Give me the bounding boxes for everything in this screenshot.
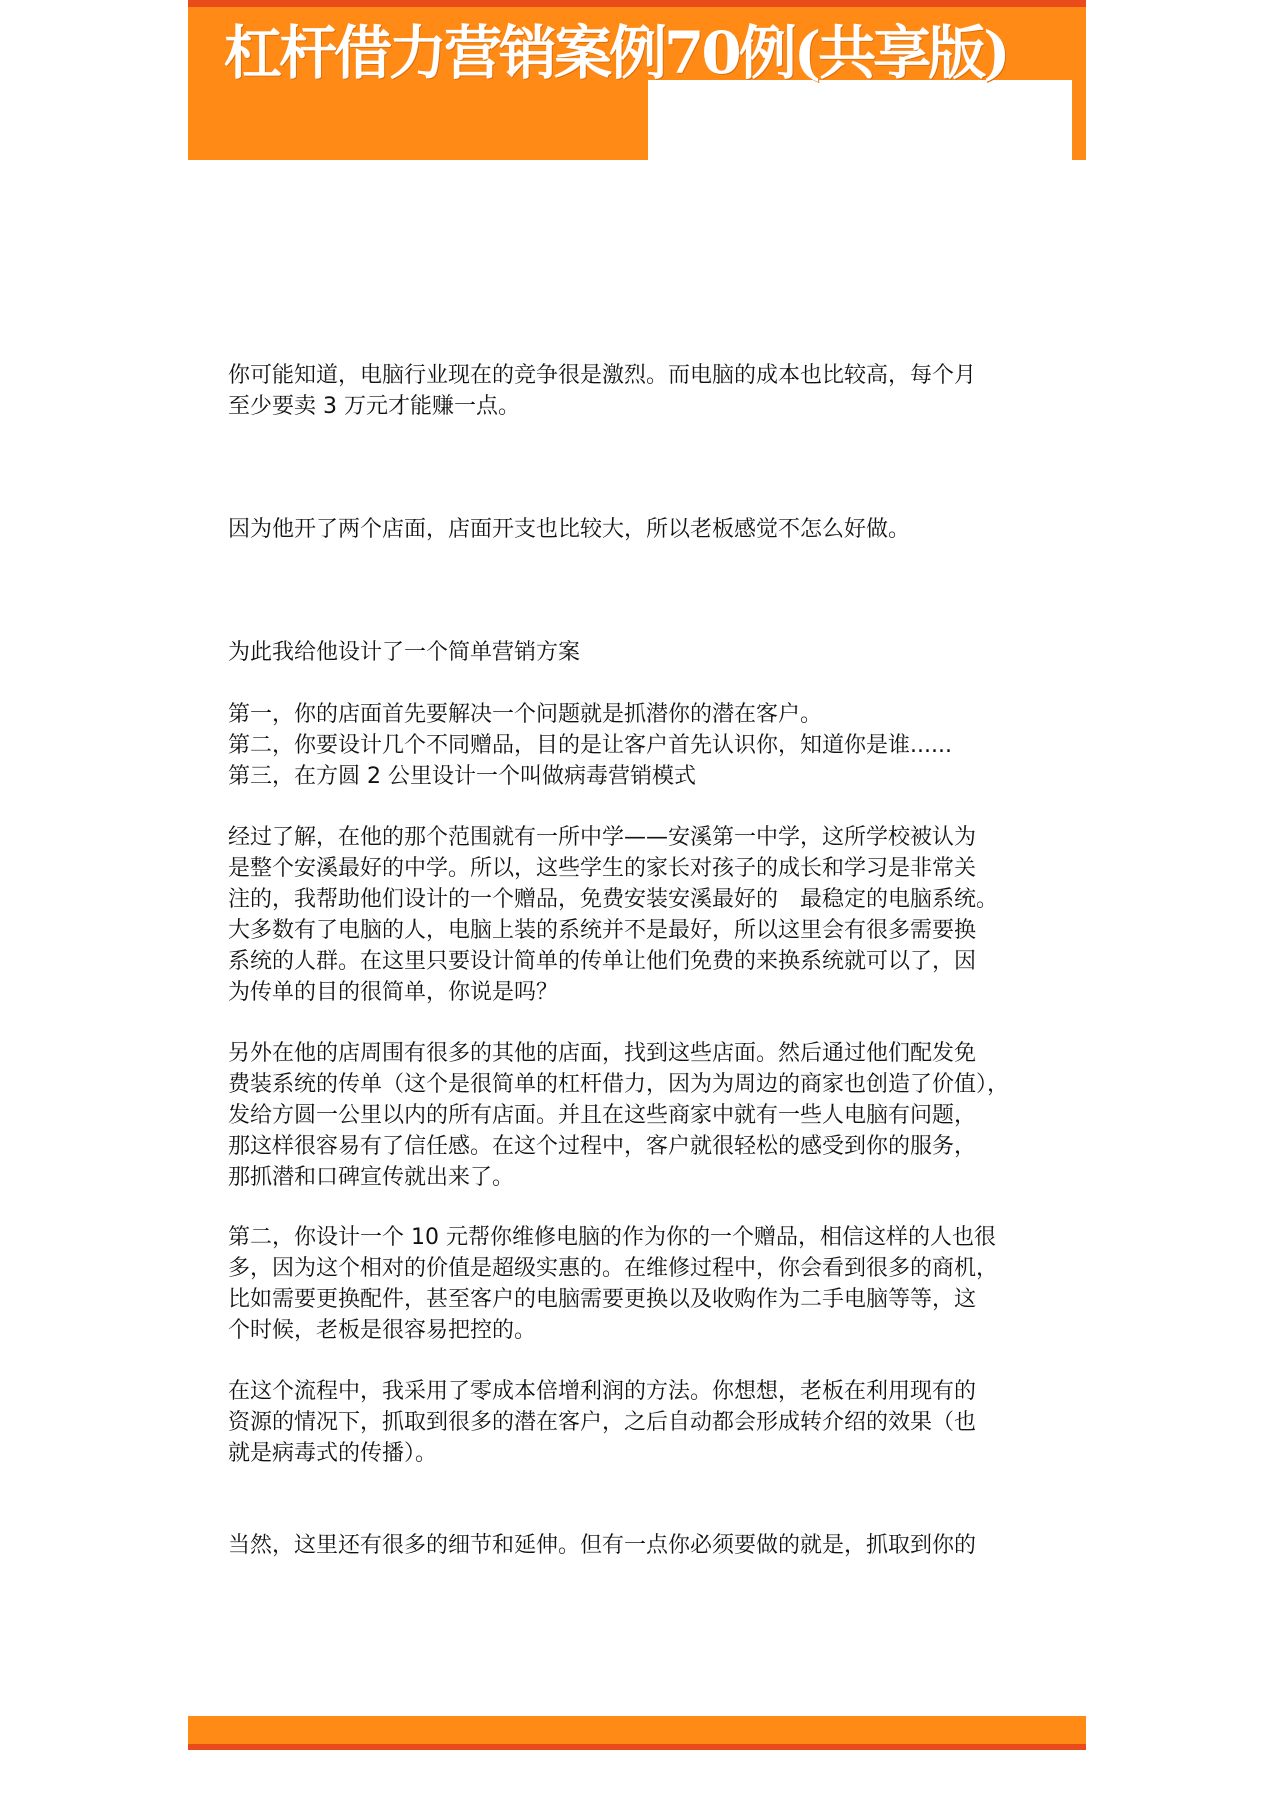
paragraph-9 — [228, 1530, 976, 1561]
footer-bottom-line — [188, 1744, 1086, 1750]
text-line: 注的，我帮助他们设计的一个赠品，免费安装安溪最好的 最稳定的电脑系统。 — [228, 887, 999, 912]
text-line: 资源的情况下，抓取到很多的潜在客户，之后自动都会形成转介绍的效果（也 — [228, 1410, 977, 1435]
text-line: 第二，你设计一个 10 元帮你维修电脑的作为你的一个赠品，相信这样的人也很 — [228, 1225, 996, 1250]
text-line: 至少要卖 3 万元才能赚一点。 — [228, 394, 520, 419]
text-line: 第三，在方圆 2 公里设计一个叫做病毒营销模式 — [228, 764, 696, 789]
text-line: 个时候，老板是很容易把控的。 — [228, 1318, 537, 1343]
text-line: 在这个流程中，我采用了零成本倍增利润的方法。你想想，老板在利用现有的 — [228, 1379, 977, 1404]
text-line: 那抓潜和口碑宣传就出来了。 — [228, 1165, 515, 1190]
text-line: 第一，你的店面首先要解决一个问题就是抓潜你的潜在客户。 — [228, 702, 823, 727]
text-line: 你可能知道，电脑行业现在的竞争很是激烈。而电脑的成本也比较高，每个月 — [228, 363, 977, 388]
text-line: 是整个安溪最好的中学。所以，这些学生的家长对孩子的成长和学习是非常关 — [228, 856, 977, 881]
text-line: 费装系统的传单（这个是很简单的杠杆借力，因为为周边的商家也创造了价值）， — [228, 1072, 1010, 1097]
paragraph-8 — [228, 1376, 976, 1469]
text-line: 就是病毒式的传播）。 — [228, 1441, 438, 1466]
text-line: 为此我给他设计了一个简单营销方案 — [228, 640, 581, 665]
page-header-banner — [188, 0, 1086, 160]
text-line: 比如需要更换配件，甚至客户的电脑需要更换以及收购作为二手电脑等等，这 — [228, 1287, 977, 1312]
text-line: 多，因为这个相对的价值是超级实惠的。在维修过程中，你会看到很多的商机， — [228, 1256, 999, 1281]
text-line: 因为他开了两个店面，店面开支也比较大，所以老板感觉不怎么好做。 — [228, 517, 911, 542]
paragraph-3 — [228, 637, 580, 668]
text-line: 大多数有了电脑的人，电脑上装的系统并不是最好，所以这里会有很多需要换 — [228, 918, 977, 943]
text-line: 发给方圆一公里以内的所有店面。并且在这些商家中就有一些人电脑有问题， — [228, 1103, 977, 1128]
text-line: 为传单的目的很简单，你说是吗？ — [228, 980, 559, 1005]
text-line: 当然，这里还有很多的细节和延伸。但有一点你必须要做的就是，抓取到你的 — [228, 1533, 977, 1558]
paragraph-5 — [228, 822, 998, 1008]
paragraph-1 — [228, 360, 976, 422]
text-line: 第二，你要设计几个不同赠品，目的是让客户首先认识你，知道你是谁...... — [228, 733, 952, 758]
page-title: 杠杆借力营销案例70例(共享版) — [224, 19, 1008, 87]
text-line: 另外在他的店周围有很多的其他的店面，找到这些店面。然后通过他们配发免 — [228, 1041, 977, 1066]
header-top-line — [188, 0, 1086, 7]
paragraph-6 — [228, 1038, 1009, 1193]
page-footer-bar — [188, 1716, 1086, 1750]
header-notch — [648, 80, 1072, 160]
paragraph-7 — [228, 1222, 998, 1346]
text-line: 经过了解，在他的那个范围就有一所中学——安溪第一中学，这所学校被认为 — [228, 825, 977, 850]
paragraph-4 — [228, 699, 952, 792]
text-line: 系统的人群。在这里只要设计简单的传单让他们免费的来换系统就可以了，因 — [228, 949, 977, 974]
paragraph-2 — [228, 514, 910, 545]
text-line: 那这样很容易有了信任感。在这个过程中，客户就很轻松的感受到你的服务， — [228, 1134, 977, 1159]
